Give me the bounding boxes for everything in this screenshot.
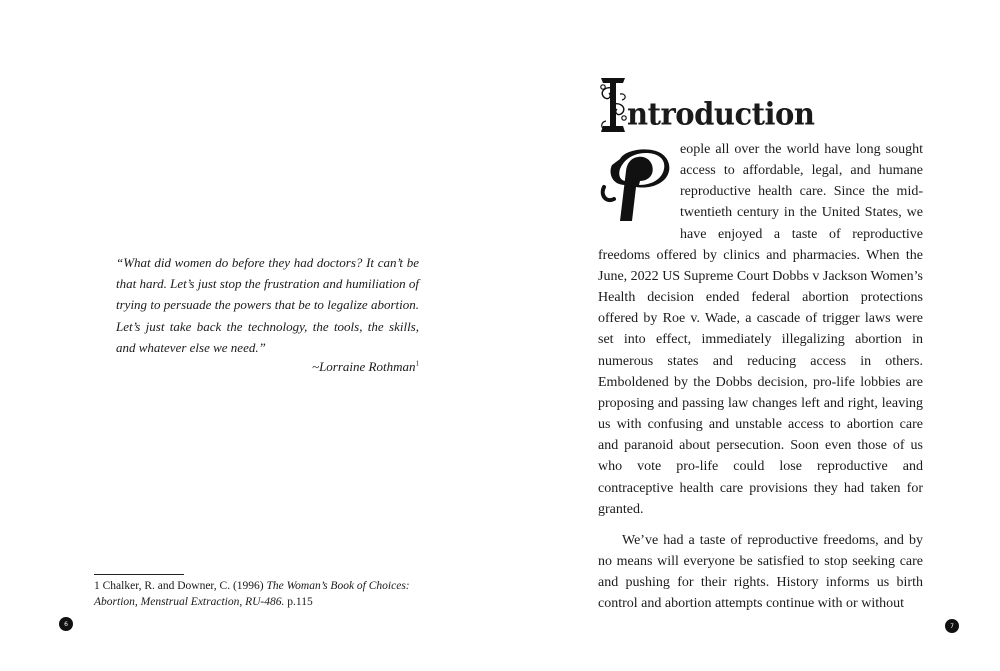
paragraph-1 bbox=[598, 139, 923, 520]
drop-cap-letter: P bbox=[635, 197, 641, 208]
footnote-divider bbox=[94, 574, 184, 575]
attribution-name: ~Lorraine Rothman bbox=[312, 359, 416, 374]
footnote-authors: Chalker, R. and Downer, C. (1996) bbox=[102, 580, 264, 592]
body-text bbox=[598, 139, 923, 614]
page-number-left: 6 bbox=[59, 617, 73, 631]
epigraph-quote: “What did women do before they had doctors? It can’t be that hard. Let’s just stop the frustration and humiliation of trying to persuade the powers that be to legalize abortion. Let’s just take back the technology, the tools, the skills, and whatever else we need.” bbox=[116, 255, 419, 355]
drop-cap-p bbox=[598, 145, 678, 227]
chapter-title: ntroduction bbox=[627, 95, 815, 132]
ornamental-initial-i bbox=[597, 74, 629, 136]
footnote-page: p.115 bbox=[287, 596, 313, 608]
footnote-book-title: The Woman’s Book of Choices: Abortion, Menstrual Extraction, RU-486. bbox=[94, 580, 410, 608]
footnote bbox=[94, 578, 434, 610]
epigraph-attribution bbox=[116, 359, 419, 375]
footnote-number: 1 bbox=[94, 580, 100, 592]
page-number-right: 7 bbox=[945, 619, 959, 633]
chapter-heading bbox=[597, 74, 814, 136]
paragraph-1-text: eople all over the world have long sought access to affordable, legal, and humane reproductive health care. Since the mid-twentieth century in the United States, we have enjoyed a taste of reproductive freedoms offered by clinics and pharmacies. When the June, 2022 US Supreme Court Dobbs v Jackson Women’s Health decision ended federal abortion protections offered by Roe v. Wade, a cascade of trigger laws were set into effect, immediately illegalizing abortion in numerous states and reducing access in others. Emboldened by the Dobbs decision, pro-life lobbies are proposing and passing law changes left and right, leaving us with confusing and unstable access to abortion care and paranoid about persecution. Soon even those of us who vote pro-life could lose reproductive and contraceptive health care provisions they had taken for granted. bbox=[598, 142, 923, 517]
footnote-reference[interactable]: 1 bbox=[415, 359, 419, 368]
paragraph-2: We’ve had a taste of reproductive freedoms, and by no means will everyone be satisfied to stop seeking care and pushing for their rights. History informs us birth control and abortion attempts continue with or without bbox=[598, 532, 923, 612]
right-page bbox=[500, 0, 1000, 671]
